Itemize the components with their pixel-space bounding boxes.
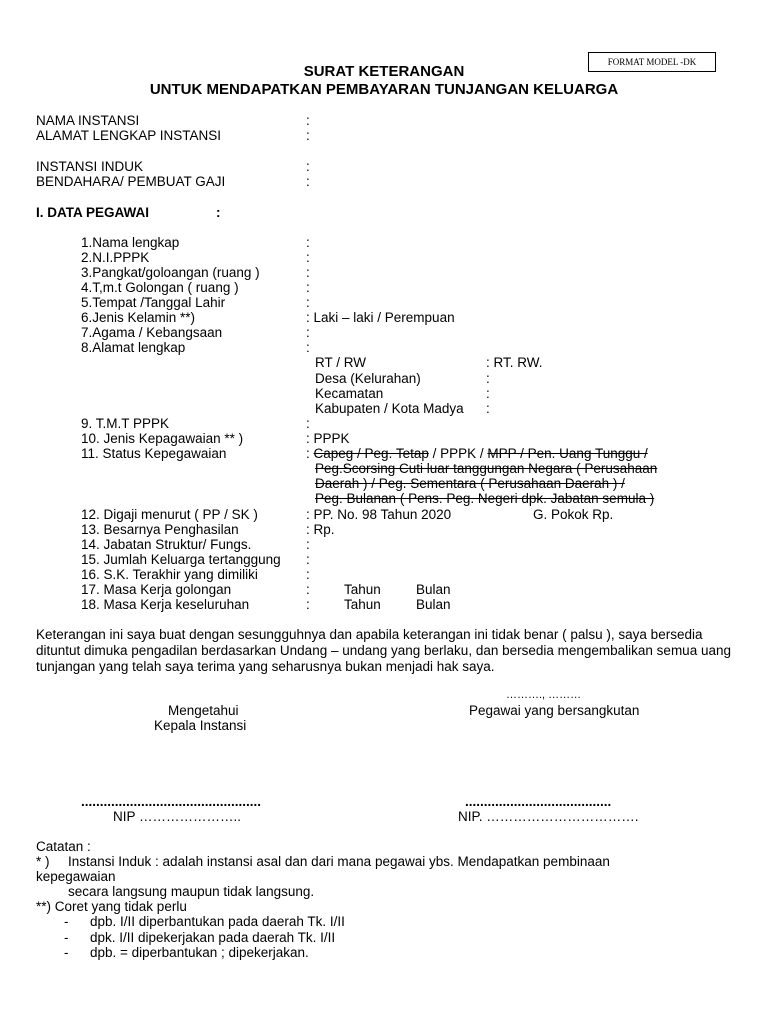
address-label: Kabupaten / Kota Madya — [315, 401, 464, 416]
note-mark: * ) — [36, 854, 50, 869]
item-label: 4.T,m.t Golongan ( ruang ) — [81, 280, 239, 295]
address-value: : — [486, 371, 490, 386]
item-label: 12. Digaji menurut ( PP / SK ) — [81, 507, 258, 522]
document-subtitle: UNTUK MENDAPATKAN PEMBAYARAN TUNJANGAN KELUARGA — [149, 81, 619, 98]
status-kepegawaian-line1 — [306, 446, 648, 461]
field-label-nama-instansi: NAMA INSTANSI — [36, 113, 140, 128]
item-label: 9. T.M.T PPPK — [81, 416, 170, 431]
section-heading-data-pegawai: I. DATA PEGAWAI — [36, 205, 150, 220]
bullet-item: dpb. = diperbantukan ; dipekerjakan. — [90, 945, 309, 960]
mengetahui-label: Mengetahui — [168, 703, 239, 718]
item-extra: G. Pokok Rp. — [533, 507, 614, 522]
item-value: : — [306, 295, 310, 310]
format-model-box: FORMAT MODEL -DK — [588, 52, 716, 72]
status-option-struck: Capeg / Peg. Tetap — [313, 446, 429, 461]
pegawai-label: Pegawai yang bersangkutan — [469, 703, 640, 718]
bullet-mark: - — [64, 930, 69, 945]
item-label: 13. Besarnya Penghasilan — [81, 522, 239, 537]
address-value: : RT. RW. — [486, 355, 543, 370]
item-value: : Rp. — [306, 522, 335, 537]
bullet-mark: - — [64, 914, 69, 929]
address-label: RT / RW — [315, 355, 367, 370]
section-sep: : — [216, 205, 221, 220]
right-signature-line: ....................................... — [465, 794, 612, 809]
item-label: 14. Jabatan Struktur/ Fungs. — [81, 537, 252, 552]
item-value: : — [306, 567, 310, 582]
item-label: 15. Jumlah Keluarga tertanggung — [81, 552, 281, 567]
status-sep: : — [306, 446, 314, 461]
status-kepegawaian-line4: Peg. Bulanan ( Pens. Peg. Negeri dpk. Jabatan semula ) — [315, 491, 655, 506]
status-kepegawaian-line2: Peg.Scorsing Cuti luar tanggungan Negara ( Perusahaan — [315, 461, 658, 476]
note-text-cont: kepegawaian — [36, 869, 116, 884]
note-text: Instansi Induk : adalah instansi asal dan dari mana pegawai ybs. Mendapatkan pembinaan — [68, 854, 610, 869]
notes-title: Catatan : — [36, 839, 91, 854]
item-value: : — [306, 340, 310, 355]
address-value: : — [486, 401, 490, 416]
item-sep: : — [306, 597, 310, 612]
item-label: 11. Status Kepegawaian — [81, 446, 227, 461]
field-label-alamat-instansi: ALAMAT LENGKAP INSTANSI — [36, 128, 222, 143]
status-option-struck: MPP / Pen. Uang Tunggu / — [487, 446, 648, 461]
status-kepegawaian-line3: Daerah ) / Peg. Sementara ( Perusahaan Daerah ) / — [315, 476, 625, 491]
bulan-label: Bulan — [416, 597, 451, 612]
statement-paragraph: Keterangan ini saya buat dengan sesungguhnya dan apabila keterangan ini tidak benar ( palsu ), saya bersedia dituntut dimuka pengadilan berdasarkan Undang – undang yang berlaku, dan bersedia mengembalikan semua uang tunjangan yang telah saya terima yang seharusnya bukan menjadi hak saya. — [36, 627, 731, 674]
item-label: 17. Masa Kerja golongan — [81, 582, 232, 597]
item-value: : — [306, 325, 310, 340]
item-label: 8.Alamat lengkap — [81, 340, 186, 355]
item-label: 3.Pangkat/goloangan (ruang ) — [81, 265, 260, 280]
field-label-bendahara: BENDAHARA/ PEMBUAT GAJI — [36, 174, 226, 189]
kepala-instansi-label: Kepala Instansi — [154, 718, 247, 733]
address-value: : — [486, 386, 490, 401]
item-label: 7.Agama / Kebangsaan — [81, 325, 223, 340]
item-label: 16. S.K. Terakhir yang dimiliki — [81, 567, 258, 582]
item-value: : Laki – laki / Perempuan — [306, 310, 455, 325]
item-value: : — [306, 537, 310, 552]
status-option-pppk: / PPPK / — [428, 446, 488, 461]
field-sep: : — [306, 128, 310, 143]
item-value: : — [306, 280, 310, 295]
item-value: : PP. No. 98 Tahun 2020 — [306, 507, 452, 522]
tahun-label: Tahun — [344, 582, 381, 597]
item-label: 2.N.I.PPPK — [81, 250, 150, 265]
field-sep: : — [306, 159, 310, 174]
item-label: 5.Tempat /Tanggal Lahir — [81, 295, 226, 310]
address-label: Kecamatan — [315, 386, 384, 401]
field-sep: : — [306, 113, 310, 128]
item-label: 1.Nama lengkap — [81, 235, 180, 250]
right-nip: NIP. ……………………………. — [458, 809, 639, 824]
item-sep: : — [306, 582, 310, 597]
item-label: 10. Jenis Kepagawaian ** ) — [81, 431, 244, 446]
item-value: : — [306, 250, 310, 265]
bullet-mark: - — [64, 945, 69, 960]
left-signature-line: ................................................ — [81, 794, 262, 809]
field-sep: : — [306, 174, 310, 189]
tahun-label: Tahun — [344, 597, 381, 612]
item-value: : — [306, 235, 310, 250]
document-title: SURAT KETERANGAN — [303, 63, 465, 80]
item-value: : — [306, 416, 310, 431]
bullet-item: dpk. I/II dipekerjakan pada daerah Tk. I/II — [90, 930, 336, 945]
item-value: : — [306, 265, 310, 280]
bulan-label: Bulan — [416, 582, 451, 597]
note-coret: **) Coret yang tidak perlu — [36, 899, 187, 914]
field-label-instansi-induk: INSTANSI INDUK — [36, 159, 144, 174]
item-value: : — [306, 552, 310, 567]
note-text-cont: secara langsung maupun tidak langsung. — [68, 884, 315, 899]
left-nip: NIP ………………….. — [113, 809, 242, 824]
bullet-item: dpb. I/II diperbantukan pada daerah Tk. I/II — [90, 914, 345, 929]
address-label: Desa (Kelurahan) — [315, 371, 421, 386]
item-value: : PPPK — [306, 431, 350, 446]
item-label: 18. Masa Kerja keseluruhan — [81, 597, 250, 612]
item-label: 6.Jenis Kelamin **) — [81, 310, 196, 325]
place-date: ………., ……… — [506, 689, 582, 701]
